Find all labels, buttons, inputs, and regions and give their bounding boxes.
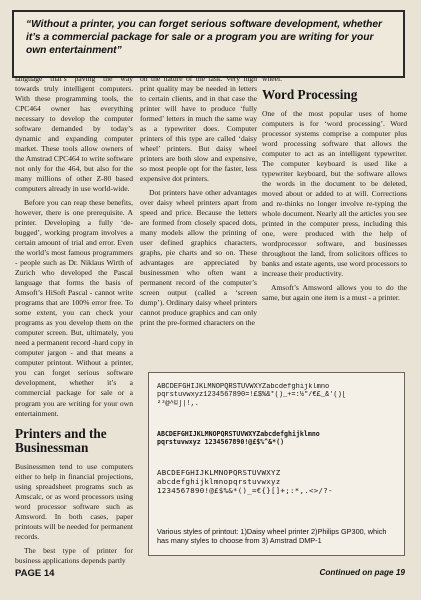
continued-note: Continued on page 19	[319, 568, 405, 577]
printout-samples	[157, 383, 401, 517]
column-3	[262, 74, 407, 307]
sample-line: ABCDEFGHIJKLMNOPQRSTUVWXYZ	[157, 468, 281, 478]
col3-paragraph: One of the most popular uses of home computers is for ‘word processing’. Word processor systems comprise a computer plus word processing software that allows the computer to act as an intelligent typewriter. The computer keyboard is used like a typewriter keyboard, but the software allows the words in the document to be deleted, moved about or added to at will. Corrections and re-thinks no longer involve re-typing the whole document. Nearly all the articles you see printed in the computer press, including this one, were produced with the help of wordprocessor software, and businesses throughout the land, from solicitors offices to banks and estate agents, use word processors to increase their productivity.	[262, 108, 407, 279]
sample-line: abcdefghijklmnopqrstuvwxyz	[157, 477, 281, 487]
printout-samples-figure	[148, 372, 405, 556]
sample-line: 1234567890!@£$%&*()_=€{}[]+;:*,.<>/?-	[157, 486, 333, 496]
col1-paragraph: The best type of printer for business applications depends partly	[15, 546, 133, 566]
printout-sample-philips	[157, 430, 401, 446]
printout-sample-daisy-wheel	[157, 383, 401, 408]
col3-paragraph: Amsoft’s Amsword allows you to do the same, but again one item is a must - a printer.	[262, 283, 407, 303]
sample-line: ²³@^©]|!,.	[157, 399, 200, 408]
column-1	[15, 74, 133, 570]
pull-quote-text: “Without a printer, you can forget serious software development, whether it’s a commercial package for sale or a program you are writing for your own entertainment”	[26, 19, 382, 57]
col3-lead: wheel.	[262, 74, 283, 83]
section-heading-printers-businessman: Printers and the Businessman	[15, 425, 107, 456]
printout-sample-dmp1	[157, 468, 401, 495]
sample-line: pqrstuvwxyz1234567890=!£$%&*()_+=:½"/€£_&'()[	[157, 391, 347, 400]
section-heading-word-processing: Word Processing	[262, 87, 358, 103]
col1-paragraph: language that’s paving the way towards truly intelligent computers. With these programming tools, the CPC464 owner has everything necessary to develop the computer software demanded by today’s dynamic and expanding computer market. These tools allow owners of the Amstrad CPC464 to write software not only for the 464, but also for the many millions of other Z-80 based computers already in use world-wide.	[15, 74, 133, 194]
pull-quote	[12, 10, 405, 78]
page-number: PAGE 14	[15, 568, 55, 579]
figure-caption: Various styles of printout: 1)Daisy wheel printer 2)Philips GP300, which has many styles to choose from 3) Amstrad DMP-1	[157, 527, 387, 546]
col1-paragraph: Businessmen tend to use computers either to help in financial projections, using spreadsheet programs such as Amscalc, or as word processors using word processor software such as Amsword. In both cases, paper printouts will be needed for permanent records.	[15, 462, 133, 542]
sample-line: pqrstuvwxyz 1234567890!@£$%^&*()	[157, 437, 285, 446]
sample-line: ABCDEFGHIJKLMNOPQRSTUVWXYZabcdefghijklmno	[157, 383, 330, 391]
sample-line: ABCDEFGHIJKLMNOPQRSTUVWXYZabcdefghijklmno	[157, 429, 320, 438]
column-2	[140, 74, 257, 332]
col2-paragraph: Dot printers have other advantages over daisy wheel printers apart from speed and price. Because the letters are formed from closely spaced dots, many models allow the printing of user defined graphics characters, graphs, pie charts and so on. These advantages are appreciated by businessmen who often want a permanent record of the computer’s screen output (called a ‘screen dump’). Ordinary daisy wheel printers cannot produce graphics and can only print the pre-formed characters on the	[140, 188, 257, 328]
col2-paragraph: on the nature of the task. Very high print quality may be needed in letters to certain clients, and in that case the printer will have to produce ‘fully formed’ letters in much the same way as a typewriter does. Computer printers of this type are called ‘daisy wheel’ printers. But daisy wheel printers are both slow and expensive, so most people opt for the faster, less expensive dot printers.	[140, 74, 257, 184]
col1-paragraph: Before you can reap these benefits, however, there is one prerequisite. A printer. Developing a fully ‘de-bugged’, working program involves a certain amount of trial and error. Even the world’s most famous programmers - people such as Dr. Niklaus Wirth of Zurich who developed the Pascal language that forms the basis of Amsoft’s HiSoft Pascal - cannot write programs that are 100% error free. To some extent, you can check your programs as you develop them on the computer screen. But, ultimately, you need a permanent record -hard copy in computer jargon - and that means a computer printout. Without a printer, you can forget serious software development, whether it’s a commercial package for sale or a program you are writing for your own entertainment.	[15, 198, 133, 418]
